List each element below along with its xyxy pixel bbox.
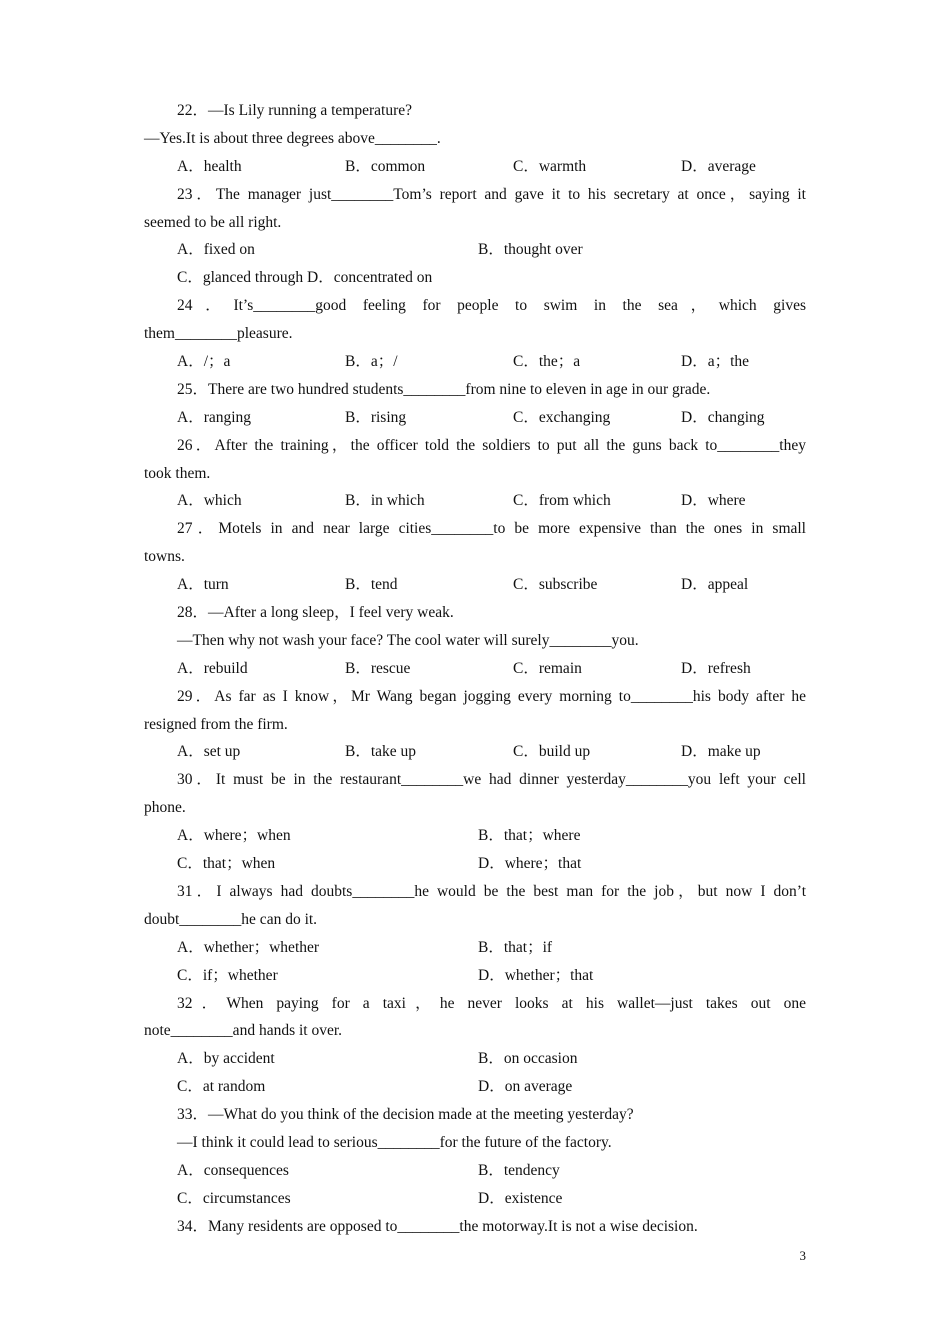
answer-option: B．on occasion [478,1050,578,1068]
question-text-line: —Then why not wash your face? The cool water will surely________you. [177,631,639,649]
answer-option: D．refresh [681,659,751,677]
answer-option: A．whether；whether [177,938,320,956]
question-text-line: 26．After the training，the officer told the soldiers to put all the guns back to________they [177,436,806,454]
question-text-line: resigned from the firm. [144,715,288,733]
question-text-line: 32．When paying for a taxi，he never looks at his wallet—just takes out one [177,994,806,1012]
question-text-line: 31．I always had doubts________he would be the best man for the job，but now I don’t [177,882,806,900]
answer-option: A．by accident [177,1050,275,1068]
answer-option: D．make up [681,743,761,761]
answer-option: D．where [681,492,746,510]
question-text-line: doubt________he can do it. [144,910,318,928]
answer-option: B．in which [345,492,425,510]
answer-options-row [144,655,806,683]
answer-option: A．/；a [177,353,231,371]
question-text-line: 25．There are two hundred students________from nine to eleven in age in our grade. [177,380,711,398]
answer-options-row [144,1185,806,1213]
question-text-line: 28．—After a long sleep，I feel very weak. [177,604,454,622]
answer-option: B．tend [345,576,398,594]
answer-option: C．the；a [513,353,581,371]
question-text-line: 22．—Is Lily running a temperature? [177,102,413,119]
question-text-line: 24．It’s________good feeling for people to swim in the sea，which gives [177,297,806,315]
answer-option: B．rising [345,408,407,426]
question-text-line: 29．As far as I know，Mr Wang began jogging every morning to________his body after he [177,687,806,705]
answer-option: C．warmth [513,157,587,175]
answer-option: C．subscribe [513,576,598,594]
answer-option: D．whether；that [478,966,594,984]
question-text-line: took them. [144,464,211,482]
answer-option: B．rescue [345,659,411,677]
answer-option: D．a；the [681,353,750,371]
worksheet-page [144,97,806,1241]
question-text-line: them________pleasure. [144,325,293,343]
page-number: 3 [799,1248,806,1263]
answer-options-row [144,822,806,850]
answer-option: A．fixed on [177,241,255,259]
answer-options-row [144,1157,806,1185]
answer-options-row [144,571,806,599]
answer-option: B．that；where [478,827,581,845]
answer-option: D．on average [478,1078,573,1096]
answer-option: B．take up [345,743,417,761]
answer-option: C．remain [513,659,582,677]
answer-option: C．exchanging [513,408,611,426]
answer-options-row [144,487,806,515]
answer-option: A．ranging [177,408,252,426]
question-text-line: note________and hands it over. [144,1022,343,1040]
answer-option: C．at random [177,1078,266,1096]
question-text-line: 23．The manager just________Tom’s report and gave it to his secretary at once，saying it [177,185,806,203]
answer-option: B．thought over [478,241,583,259]
answer-option: C．that；when [177,855,276,873]
answer-option: B．a；/ [345,353,398,371]
answer-option: C．circumstances [177,1189,291,1207]
answer-option: D．existence [478,1189,563,1207]
answer-options-row [144,348,806,376]
answer-option: A．rebuild [177,659,248,677]
answer-option: D．appeal [681,576,749,594]
answer-options-row [144,236,806,264]
answer-option: A．health [177,157,242,175]
answer-option: D．average [681,157,756,175]
answer-option: C．from which [513,492,611,510]
question-text-line: 34．Many residents are opposed to________the motorway.It is not a wise decision. [177,1217,698,1235]
answer-options-row [144,962,806,990]
question-text-line: C．glanced through D．concentrated on [177,269,433,287]
question-text-line: towns. [144,548,185,566]
answer-options-row [144,1073,806,1101]
answer-options-row [144,738,806,766]
answer-option: A．consequences [177,1161,289,1179]
answer-option: B．tendency [478,1161,560,1179]
answer-options-row [144,1045,806,1073]
answer-option: A．turn [177,576,229,594]
answer-option: D．where；that [478,855,582,873]
answer-option: A．which [177,492,242,510]
answer-options-row [144,153,806,181]
answer-option: D．changing [681,408,765,426]
answer-option: B．that；if [478,938,553,956]
answer-option: C．if；whether [177,966,278,984]
question-text-line: —Yes.It is about three degrees above________. [144,129,441,147]
question-text-line: —I think it could lead to serious________for the future of the factory. [177,1133,612,1151]
question-text-line: 30．It must be in the restaurant________we had dinner yesterday________you left your cell [177,771,806,789]
answer-option: A．set up [177,743,241,761]
answer-option: B．common [345,157,426,175]
answer-option: A．where；when [177,827,291,845]
question-text-line: 27．Motels in and near large cities________to be more expensive than the ones in small [177,520,806,538]
question-text-line: 33．—What do you think of the decision made at the meeting yesterday? [177,1106,634,1124]
question-text-line: seemed to be all right. [144,213,282,231]
answer-options-row [144,850,806,878]
question-text-line: phone. [144,799,186,817]
answer-options-row [144,934,806,962]
answer-options-row [144,404,806,432]
answer-option: C．build up [513,743,591,761]
